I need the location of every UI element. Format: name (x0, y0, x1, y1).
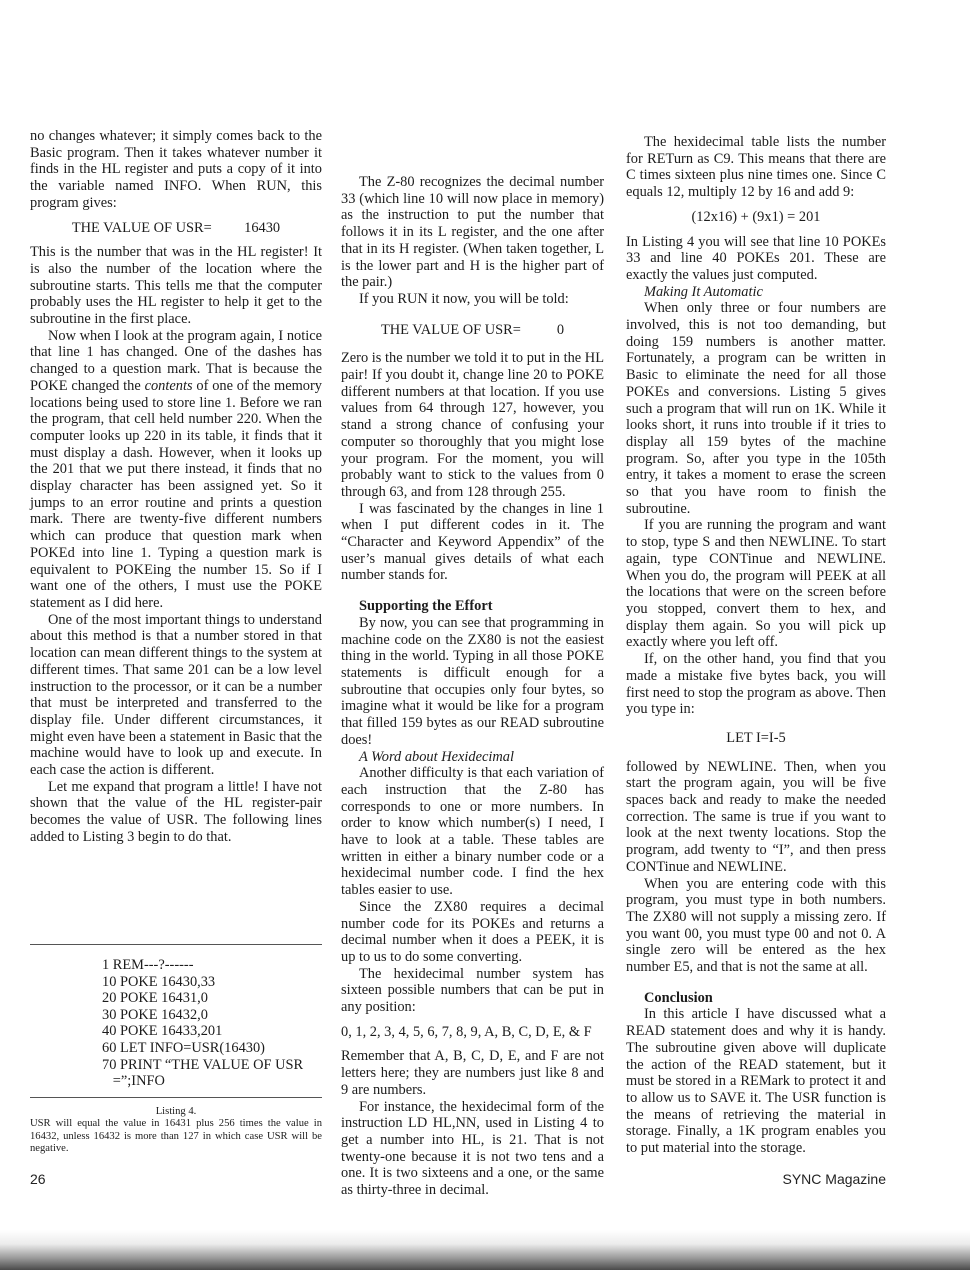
making-automatic-heading: Making It Automatic (644, 283, 763, 300)
supporting-effort-heading: Supporting the Effort (359, 598, 493, 615)
listing-4-caption (30, 1106, 322, 1156)
listing-line: =”;INFO (102, 1073, 165, 1090)
col3-paragraph-7: When you are entering code with this program, you must type in both numbers. The ZX80 will not supply a missing zero. If you want 00, you must type 00 and not 0. A single zero will be entered as the hex number E5, and that is not the same at all. (626, 875, 886, 976)
col2-paragraph-2: If you RUN it now, you will be told: (359, 290, 569, 307)
listing-line: 60 LET INFO=USR(16430) (102, 1039, 265, 1056)
contents-emphasis: contents (144, 377, 193, 394)
listing-line: 40 POKE 16433,201 (102, 1023, 223, 1040)
page-number: 26 (30, 1171, 46, 1187)
listing-4-code (102, 957, 327, 1090)
col1-paragraph-1: no changes whatever; it simply comes back to the Basic program. Then it takes whatever number it finds in the HL register and puts a copy of it into the variable named INFO. When RUN, this program gives: (30, 128, 322, 211)
col3-paragraph-6: followed by NEWLINE. Then, when you start the program again, you will be five spaces back and ready to make the needed correction. The same is true if you want to look at the next twenty locations. Stop the program, add twenty to “I”, and then press CONTinue and NEWLINE. (626, 758, 886, 875)
column-3 (626, 134, 886, 1157)
col2-paragraph-1: The Z-80 recognizes the decimal number 33 (which line 10 will now place in memory) as the instruction to put the number that follows it in its L register, and the one after that in its H register. (When taken together, L is the lower part and H is the higher part of the pair.) (341, 174, 604, 291)
listing-top-rule (30, 944, 322, 945)
col3-paragraph-5: If, on the other hand, you find that you made a mistake five bytes back, you will first need to stop the program as above. Then you type in: (626, 651, 886, 718)
listing-line: 20 POKE 16431,0 (102, 990, 208, 1007)
usr-zero-result-line: THE VALUE OF USR= 0 (380, 321, 565, 338)
let-statement-line: LET I=I-5 (726, 729, 786, 746)
col2-paragraph-8: The hexidecimal number system has sixteen possible numbers that can be put in any position: (341, 965, 604, 1016)
col2-paragraph-10: For instance, the hexidecimal form of the instruction LD HL,NN, used in Listing 4 to get a number into HL, is 21. That is not twenty-one because it is not two tens and a one. It is two sixteens and a one, or the same as thirty-three in decimal. (341, 1098, 604, 1199)
conclusion-heading: Conclusion (644, 989, 713, 1006)
col3-paragraph-1: The hexidecimal table lists the number for RETurn as C9. This means that there are C times sixteen plus nine times one. Since C equals 12, multiply 12 by 16 and add 9: (626, 134, 886, 201)
magazine-name: SYNC Magazine (782, 1171, 886, 1187)
hex-digits-line: 0, 1, 2, 3, 4, 5, 6, 7, 8, 9, A, B, C, D, E, & F (341, 1023, 592, 1040)
col2-paragraph-5: By now, you can see that programming in machine code on the ZX80 is not the easiest thing in the world. Typing in all those POKE statements is difficult enough for a subroutine that occupies only four bytes, so imagine what it would be like for a program that filled 159 bytes as our READ subroutine does! (341, 614, 604, 748)
listing-bottom-rule (30, 1097, 322, 1098)
usr-result-line: THE VALUE OF USR= 16430 (71, 219, 281, 236)
col3-paragraph-4: If you are running the program and want to stop, type S and then NEWLINE. To start again, type CONTinue and NEWLINE. When you do, the program will PEEK at all the locations that were on the screen before you stopped, convert them to hex, and display them again. So you will pick up exactly where you left off. (626, 517, 886, 651)
listing-line: 70 PRINT “THE VALUE OF USR (102, 1056, 304, 1073)
listing-line: 1 REM---?------ (102, 957, 194, 973)
listing-caption-text: USR will equal the value in 16431 plus 256 times the value in 16432, unless 16432 is more than 127 in which case USR will be negative. (30, 1118, 322, 1155)
col3-paragraph-3: When only three or four numbers are involved, this is not too demanding, but doing 159 numbers is another matter. Fortunately, a program can be written in Basic to eliminate the need for all those POKEs and conversions. Listing 5 gives such a program that will run on 1K. While it looks short, it runs into trouble if it tries to display all 159 bytes of the machine program. So, after you type in the 105th entry, it takes a moment to erase the screen so that you have room to finish the subroutine. (626, 300, 886, 517)
listing-line: 30 POKE 16432,0 (102, 1006, 208, 1023)
col2-paragraph-9: Remember that A, B, C, D, E, and F are not letters here; they are numbers just like 8 and 9 are numbers. (341, 1048, 604, 1098)
col1-paragraph-3b: of one of the memory locations being used to store line 1. Before we ran the program, that cell held number 220. When the computer looks up 220 in its table, it finds that it must display a dash. However, when it looks up the 201 that we put there instead, it finds that no display character has been assigned yet. So it jumps to an error routine and prints a question mark. There are twenty-five different numbers which can produce that question mark when POKEd into line 1. Typing a question mark is equivalent to POKEing the number 15. So if I want one of the others, I must use the POKE statement as I did here. (30, 377, 322, 611)
column-2 (341, 174, 604, 1199)
col1-paragraph-5: Let me expand that program a little! I have not shown that the value of the HL register-pair becomes the value of USR. The following lines added to Listing 3 begin to do that. (30, 778, 322, 845)
listing-caption-title: Listing 4. (155, 1106, 197, 1117)
hex-formula: (12x16) + (9x1) = 201 (691, 208, 821, 225)
col3-paragraph-2: In Listing 4 you will see that line 10 POKEs 33 and line 40 POKEs 201. These are exactly the values just computed. (626, 233, 886, 283)
col2-paragraph-3: Zero is the number we told it to put in the HL pair! If you doubt it, change line 20 to POKE different numbers at that location. If you use values from 64 through 127, however, you stand a strong chance of confusing your computer so thoroughly that you might lose your program. For the moment, you will probably want to stick to the values from 0 through 63, and from 128 through 255. (341, 350, 604, 500)
scan-edge-shadow (0, 1230, 970, 1270)
col1-paragraph-3 (30, 328, 322, 612)
col3-paragraph-8: In this article I have discussed what a READ statement does and why it is handy. The subroutine given above will duplicate the action of the READ statement, but it must be stored in a REMark to protect it and to allow us to SAVE it. The USR function is the means of retrieving the material in storage. Finally, a 1K program enables you to put material into the storage. (626, 1006, 886, 1157)
column-1 (30, 128, 322, 846)
col1-paragraph-4: One of the most important things to understand about this method is that a number stored in that location can mean different things to the system at different times. That same 201 can be a low level instruction to the processor, or it can be a number that must be interpreted and transferred to the display file. Under different circumstances, it might even have been a statement in Basic that the machine would have to look up and execute. In each case the action is different. (30, 611, 322, 779)
col2-paragraph-4: I was fascinated by the changes in line 1 when I put different codes in it. The “Character and Keyword Appendix” of the user’s manual gives details of what each number stands for. (341, 500, 604, 584)
col1-paragraph-3a: Now when I look at the program again, I notice that line 1 has changed. One of the dashes has changed to a question mark. That is because the POKE changed the (30, 327, 322, 394)
col2-paragraph-6: Another difficulty is that each variation of each instruction that the Z-80 has corresponds to one or more numbers. In order to know which number(s) I need, I have to look at a table. These tables are written in either a binary number code or a hexidecimal number code. I find the hex tables easier to use. (341, 765, 604, 899)
listing-line: 10 POKE 16430,33 (102, 973, 216, 990)
col2-paragraph-7: Since the ZX80 requires a decimal number code for its POKEs and returns a decimal number when it does a PEEK, it is up to us to do some converting. (341, 898, 604, 965)
col1-paragraph-2: This is the number that was in the HL register! It is also the number of the location where the subroutine starts. This tells me that the computer probably uses the HL register to help it get to the subroutine in the first place. (30, 244, 322, 328)
hexidecimal-heading: A Word about Hexidecimal (359, 748, 514, 765)
